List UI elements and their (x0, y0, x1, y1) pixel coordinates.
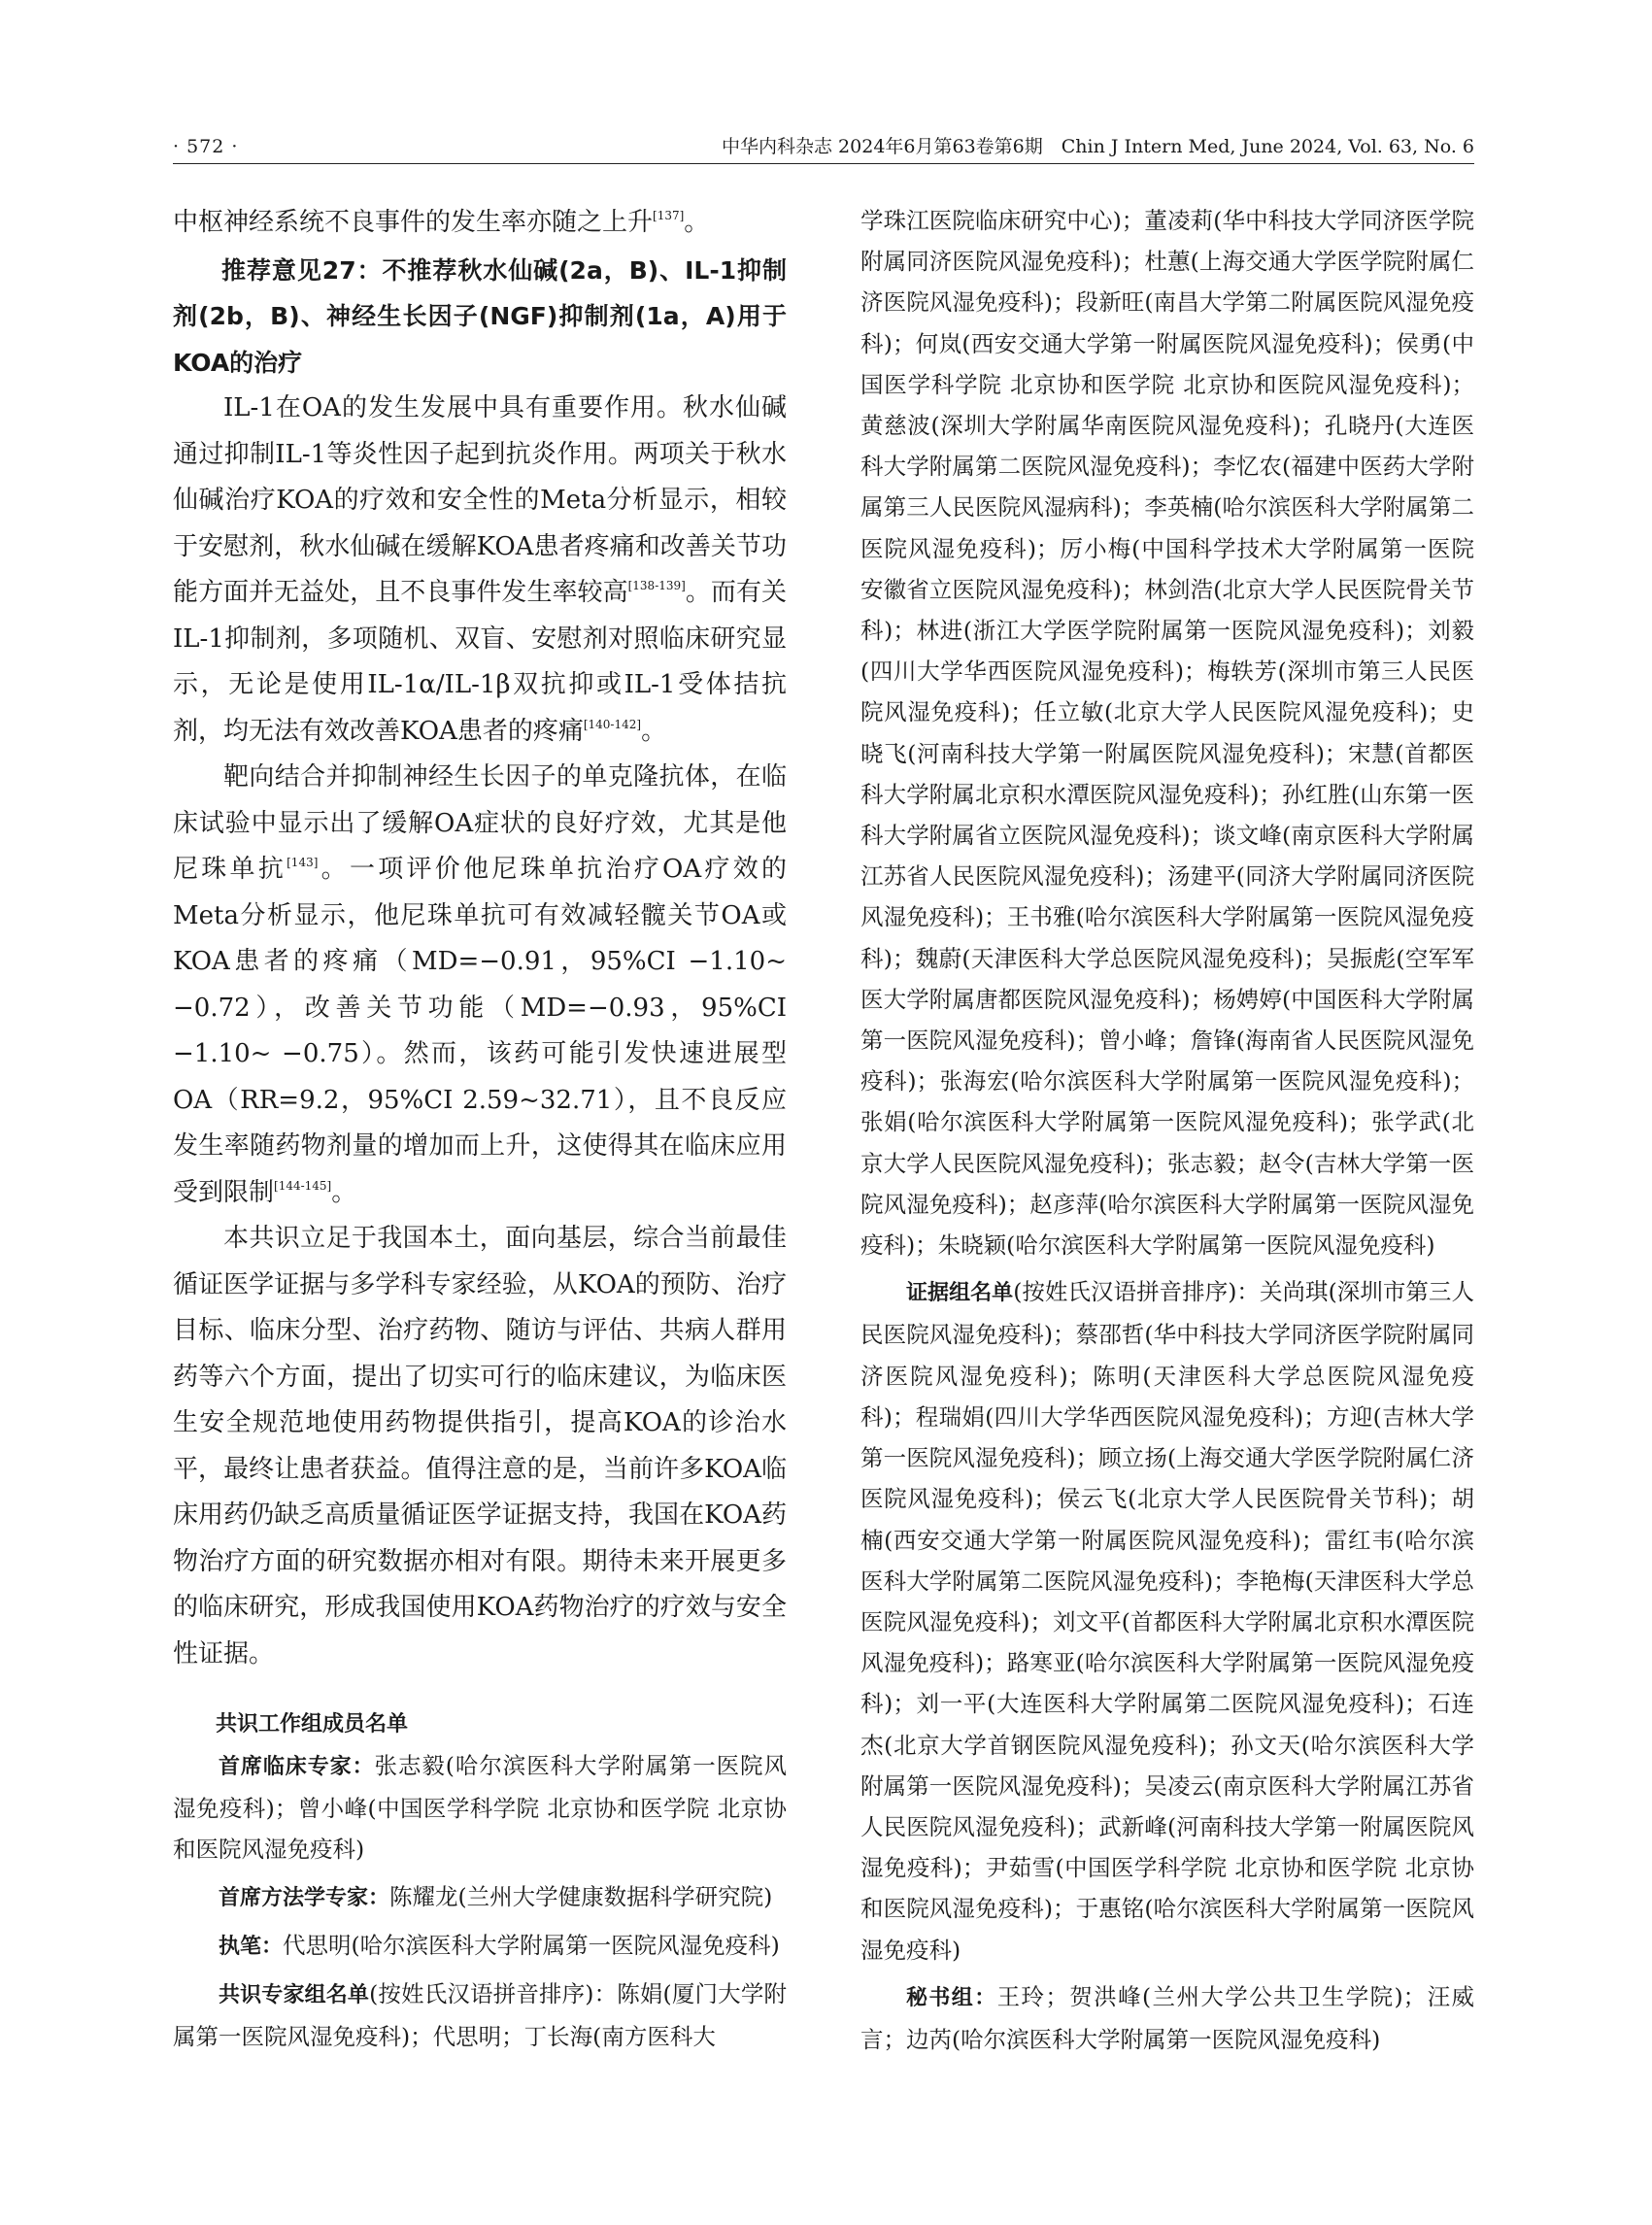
right-column (860, 200, 1474, 2060)
citation-ref[interactable]: [137] (653, 209, 685, 223)
writer: 执笔：代思明(哈尔滨医科大学附属第一医院风湿免疫科) (219, 1931, 780, 1959)
citation-ref[interactable]: [143] (287, 856, 319, 870)
body-paragraph-conclusion: 本共识立足于我国本土，面向基层，综合当前最佳循证医学证据与多学科专家经验，从KOA的预防、治疗目标、临床分型、治疗药物、随访与评估、共病人群用药等六个方面，提出了切实可行的临床建议，为临床医生安全规范地使用药物提供指引，提高KOA的诊治水平，最终让患者获益。值得注意的是，当前许多KOA临床用药仍缺乏高质量循证医学证据支持，我国在KOA药物治疗方面的研究数据亦相对有限。期待未来开展更多的临床研究，形成我国使用KOA药物治疗的疗效与安全性证据。 (173, 1224, 787, 1669)
chief-clinical-experts: 首席临床专家：张志毅(哈尔滨医科大学附属第一医院风湿免疫科)；曾小峰(中国医学科学院 北京协和医学院 北京协和医院风湿免疫科) (173, 1752, 787, 1864)
expert-group-list: 共识专家组名单(按姓氏汉语拼音排序)：陈娟(厦门大学附属第一医院风湿免疫科)；代思明；丁长海(南方医科大 (173, 1980, 787, 2051)
continued-paragraph: 中枢神经系统不良事件的发生率亦随之上升[137]。 (173, 208, 710, 237)
secretary-group: 秘书组：王玲；贺洪峰(兰州大学公共卫生学院)；汪威言；边芮(哈尔滨医科大学附属第一医院风湿免疫科) (860, 1982, 1474, 2053)
citation-ref[interactable]: [144-145] (274, 1178, 332, 1193)
expert-group-list-continued: 学珠江医院临床研究中心)；董凌莉(华中科技大学同济医学院附属同济医院风湿免疫科)；杜蕙(上海交通大学医学院附属仁济医院风湿免疫科)；段新旺(南昌大学第二附属医院风湿免疫科)；何岚(西安交通大学第一附属医院风湿免疫科)；侯勇(中国医学科学院 北京协和医学院 北京协和医院风湿免疫科)；黄慈波(深圳大学附属华南医院风湿免疫科)；孔晓丹(大连医科大学附属第二医院风湿免疫科)；李忆农(福建中医药大学附属第三人民医院风湿病科)；李英楠(哈尔滨医科大学附属第二医院风湿免疫科)；厉小梅(中国科学技术大学附属第一医院 安徽省立医院风湿免疫科)；林剑浩(北京大学人民医院骨关节科)；林进(浙江大学医学院附属第一医院风湿免疫科)；刘毅(四川大学华西医院风湿免疫科)；梅轶芳(深圳市第三人民医院风湿免疫科)；任立敏(北京大学人民医院风湿免疫科)；史晓飞(河南科技大学第一附属医院风湿免疫科)；宋慧(首都医科大学附属北京积水潭医院风湿免疫科)；孙红胜(山东第一医科大学附属省立医院风湿免疫科)；谈文峰(南京医科大学附属江苏省人民医院风湿免疫科)；汤建平(同济大学附属同济医院风湿免疫科)；王书雅(哈尔滨医科大学附属第一医院风湿免疫科)；魏蔚(天津医科大学总医院风湿免疫科)；吴振彪(空军军医大学附属唐都医院风湿免疫科)；杨娉婷(中国医科大学附属第一医院风湿免疫科)；曾小峰；詹锋(海南省人民医院风湿免疫科)；张海宏(哈尔滨医科大学附属第一医院风湿免疫科)；张娟(哈尔滨医科大学附属第一医院风湿免疫科)；张学武(北京大学人民医院风湿免疫科)；张志毅；赵令(吉林大学第一医院风湿免疫科)；赵彦萍(哈尔滨医科大学附属第一医院风湿免疫科)；朱晓颖(哈尔滨医科大学附属第一医院风湿免疫科) (860, 207, 1474, 1260)
left-column (173, 200, 787, 2057)
page-number: · 572 · (173, 136, 239, 157)
recommendation-27-heading: 推荐意见27：不推荐秋水仙碱(2a，B)、IL-1抑制剂(2b，B)、神经生长因子(NGF)抑制剂(1a，A)用于KOA的治疗 (173, 255, 787, 377)
evidence-group-list: 证据组名单(按姓氏汉语拼音排序)：关尚琪(深圳市第三人民医院风湿免疫科)；蔡邵哲(华中科技大学同济医学院附属同济医院风湿免疫科)；陈明(天津医科大学总医院风湿免疫科)；程瑞娟(四川大学华西医院风湿免疫科)；方迎(吉林大学第一医院风湿免疫科)；顾立扬(上海交通大学医学院附属仁济医院风湿免疫科)；侯云飞(北京大学人民医院骨关节科)；胡楠(西安交通大学第一附属医院风湿免疫科)；雷红韦(哈尔滨医科大学附属第二医院风湿免疫科)；李艳梅(天津医科大学总医院风湿免疫科)；刘文平(首都医科大学附属北京积水潭医院风湿免疫科)；路寒亚(哈尔滨医科大学附属第一医院风湿免疫科)；刘一平(大连医科大学附属第二医院风湿免疫科)；石连杰(北京大学首钢医院风湿免疫科)；孙文天(哈尔滨医科大学附属第一医院风湿免疫科)；吴凌云(南京医科大学附属江苏省人民医院风湿免疫科)；武新峰(河南科技大学第一附属医院风湿免疫科)；尹茹雪(中国医学科学院 北京协和医学院 北京协和医院风湿免疫科)；于惠铭(哈尔滨医科大学附属第一医院风湿免疫科) (860, 1278, 1474, 1964)
chief-methodology-expert: 首席方法学专家：陈耀龙(兰州大学健康数据科学研究院) (219, 1882, 773, 1910)
body-paragraph-il1: IL-1在OA的发生发展中具有重要作用。秋水仙碱通过抑制IL-1等炎性因子起到抗炎作用。两项关于秋水仙碱治疗KOA的疗效和安全性的Meta分析显示，相较于安慰剂，秋水仙碱在缓解KOA患者疼痛和改善关节功能方面并无益处，且不良事件发生率较高[138-139]。而有关IL-1抑制剂，多项随机、双盲、安慰剂对照临床研究显示，无论是使用IL-1α/IL-1β双抗抑或IL-1受体拮抗剂，均无法有效改善KOA患者的疼痛[140-142]。 (173, 393, 787, 746)
citation-ref[interactable]: [140-142] (583, 717, 642, 731)
journal-citation: 中华内科杂志 2024年6月第63卷第6期 Chin J Intern Med, June 2024, Vol. 63, No. 6 (722, 136, 1474, 157)
body-paragraph-ngf: 靶向结合并抑制神经生长因子的单克隆抗体，在临床试验中显示出了缓解OA症状的良好疗效，尤其是他尼珠单抗[143]。一项评价他尼珠单抗治疗OA疗效的Meta分析显示，他尼珠单抗可有效减轻髋关节OA或KOA患者的疼痛（MD=−0.91，95%CI −1.10~ −0.72），改善关节功能（MD=−0.93，95%CI −1.10~ −0.75）。然而，该药可能引发快速进展型OA（RR=9.2，95%CI 2.59~32.71），且不良反应发生率随药物剂量的增加而上升，这使得其在临床应用受到限制[144-145]。 (173, 762, 787, 1207)
members-section-title: 共识工作组成员名单 (216, 1712, 409, 1736)
header-rule (173, 163, 1474, 164)
citation-ref[interactable]: [138-139] (627, 579, 686, 593)
